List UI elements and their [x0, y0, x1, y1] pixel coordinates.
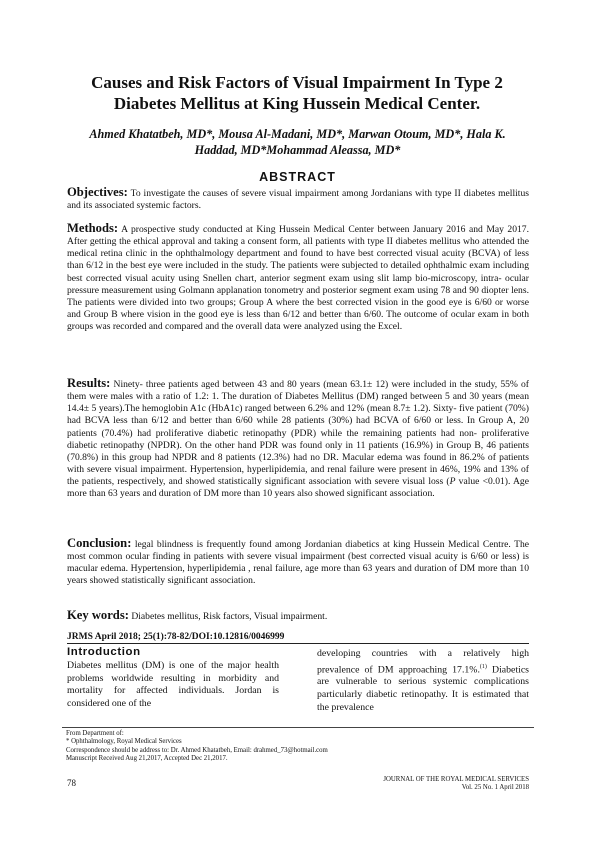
keywords-text: Diabetes mellitus, Risk factors, Visual impairment.: [131, 611, 328, 622]
introduction-right-column: [317, 648, 529, 714]
page-number: 78: [67, 778, 76, 788]
section-divider: [67, 643, 529, 644]
keywords-label: Key words:: [67, 608, 129, 622]
conclusion-text: legal blindness is frequently found among Jordanian diabetics at king Hussein Medical Centre. The most common ocular finding in patients with severe visual impairment (best corrected visual acuity is 6/60 or less) is macular edema. Hypertension, hyperlipidemia , renal failure, age more than 63 years and duration of DM more than 10 years showed statistically significant association.: [67, 539, 529, 587]
introduction-left-column: Diabetes mellitus (DM) is one of the major health problems worldwide resulting in morbidity and mortality for affected individuals. Jordan is considered one of the: [67, 660, 279, 709]
title-line-1: Causes and Risk Factors of Visual Impairment In Type 2: [91, 73, 503, 92]
journal-issue: Vol. 25 No. 1 April 2018: [461, 784, 529, 792]
introduction-heading: Introduction: [67, 646, 141, 658]
citation-line: JRMS April 2018; 25(1):78-82/DOI:10.12816/0046999: [67, 632, 285, 642]
footnote-department: From Department of:: [66, 730, 124, 737]
footnotes: [66, 730, 328, 763]
author-list: [60, 126, 535, 158]
conclusion-label: Conclusion:: [67, 536, 132, 550]
authors-line-2: Haddad, MD*Mohammad Aleassa, MD*: [194, 143, 401, 157]
authors-line-1: Ahmed Khatatbeh, MD*, Mousa Al-Madani, MD*, Marwan Otoum, MD*, Hala K.: [89, 127, 506, 141]
intro-right-text-b: Diabetics are vulnerable to serious systemic complications particularly diabetic retinopathy. It is estimated that the prevalence: [317, 663, 529, 713]
journal-name: JOURNAL OF THE ROYAL MEDICAL SERVICES: [383, 776, 529, 783]
footnote-correspondence: Correspondence should be address to: Dr. Ahmed Khatatbeh, Email: drahmed_73@hotmail.com: [66, 746, 328, 754]
footnote-received: Manuscript Received Aug 21,2017, Accepted Dec 21,2017.: [66, 754, 228, 762]
methods-paragraph: [67, 222, 529, 333]
results-paragraph: [67, 377, 529, 501]
intro-right-text-a: developing countries with a relatively high prevalence of DM approaching 17.1%.: [317, 648, 529, 675]
journal-footer: [383, 776, 529, 792]
footnote-affiliation: * Ophthalmology, Royal Medical Services: [66, 738, 182, 746]
objectives-label: Objectives:: [67, 185, 128, 199]
paper-title: [62, 72, 532, 114]
results-text-a: Ninety- three patients aged between 43 and 80 years (mean 63.1± 12) were included in the study, 55% of them were males with a ratio of 1.2: 1. The duration of Diabetes Mellitus (DM) ranged between 5 and 30 years (mean 14.4± 5 years).The hemoglobin A1c (HbA1c) ranged between 6.2% and 12% (mean 8.7± 1.2). Sixty- five patient (70%) had BCVA less than 6/12 and better than 6/60 while 28 patients (30%) had BCVA of 6/60 or less. In Group A, 20 patients (70.4%) had proliferative diabetic retinopathy (PDR) while the remaining patients had non- proliferative diabetic retinopathy (NPDR). On the other hand PDR was found only in 11 patients (16.9%) in Group B, 46 patients (70.8%) in this group had NPDR and 8 patients (12.3%) had no DR. Macular edema was found in 86.2% of patients with severe visual impairment. Hypertension, hyperlipidemia, and renal failure were present in 46%, 19% and 13% of the patients, respectively, and showed statistically significant association with severe visual loss (: [67, 379, 530, 488]
title-line-2: Diabetes Mellitus at King Hussein Medical Center.: [113, 94, 481, 113]
results-text-b: value <0.01). Age more than 63 years and duration of DM more than 10 years also showed significant association.: [67, 476, 529, 500]
objectives-paragraph: [67, 186, 529, 212]
methods-label: Methods:: [67, 221, 119, 235]
conclusion-paragraph: [67, 537, 529, 588]
keywords-paragraph: [67, 609, 529, 623]
p-value-symbol: P: [449, 476, 456, 488]
objectives-text: To investigate the causes of severe visual impairment among Jordanians with type II diabetes mellitus and its associated systemic factors.: [67, 188, 530, 212]
reference-marker: (1): [479, 663, 487, 670]
abstract-heading: ABSTRACT: [259, 170, 336, 184]
footnote-divider: [62, 727, 534, 728]
results-label: Results:: [67, 376, 111, 390]
methods-text: A prospective study conducted at King Hussein Medical Center between January 2016 and May 2017. After getting the ethical approval and taking a consent form, all patients with type II diabetes mellitus who attended the medical retina clinic in the ophthalmology department and found to have best corrected visual acuity (BCVA) of less than 6/12 in the best eye were included in the study. The patients were subjected to detailed ophthalmic exam including best corrected visual acuity using Snellen chart, anterior segment exam using slit lamp bio-microscopy, intra- ocular pressure measurement using Golmann applanation tonometry and posterior segment exam using 78 and 90 diopter lens. The patients were divided into two groups; Group A where the best corrected vision in the good eye is 6/60 or worse and Group B where vision in the good eye is less than 6/12 and better than 6/60. The outcome of ocular exam in both groups was recorded and compared and the overall data were analyzed using the Excel.: [67, 224, 529, 333]
